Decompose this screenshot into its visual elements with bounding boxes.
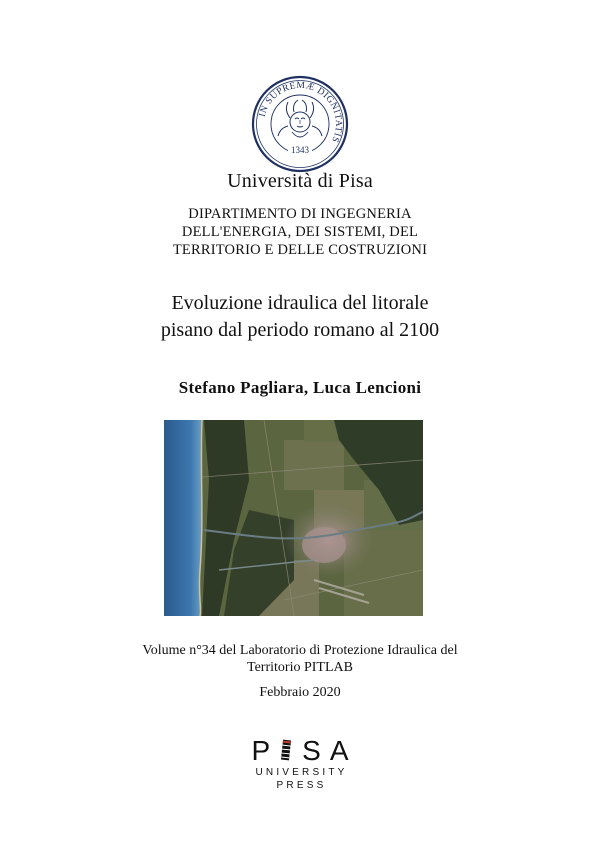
leaning-tower-icon: [279, 738, 293, 762]
seal-face-icon: [278, 100, 322, 137]
seal-motto: IN SUPREMÆ DIGNITATIS: [257, 80, 344, 144]
authors: Stefano Pagliara, Luca Lencioni: [178, 378, 422, 397]
department-line: DIPARTIMENTO DI INGEGNERIA: [188, 206, 412, 222]
seal-year: 1343: [291, 145, 309, 155]
publication-date: Febbraio 2020: [259, 685, 341, 700]
press-logo-university: UNIVERSITY: [255, 767, 348, 778]
book-title: [0, 290, 600, 344]
volume-line: Territorio PITLAB: [247, 660, 353, 675]
volume-line: Volume n°34 del Laboratorio di Protezione Idraulica del: [142, 643, 458, 658]
pisa-university-press-logo: [225, 736, 375, 798]
press-logo-press: PRESS: [276, 780, 327, 791]
title-line: pisano dal periodo romano al 2100: [160, 319, 440, 341]
department-line: DELL'ENERGIA, DEI SISTEMI, DEL: [181, 224, 419, 240]
satellite-image: [164, 420, 423, 616]
press-logo-word: P SA: [251, 735, 358, 766]
department-line: TERRITORIO E DELLE COSTRUZIONI: [172, 242, 428, 258]
department-name: [0, 205, 600, 259]
university-seal: [250, 74, 350, 174]
title-line: Evoluzione idraulica del litorale: [171, 292, 429, 314]
volume-note: [0, 642, 600, 676]
university-name: Università di Pisa: [227, 170, 373, 192]
